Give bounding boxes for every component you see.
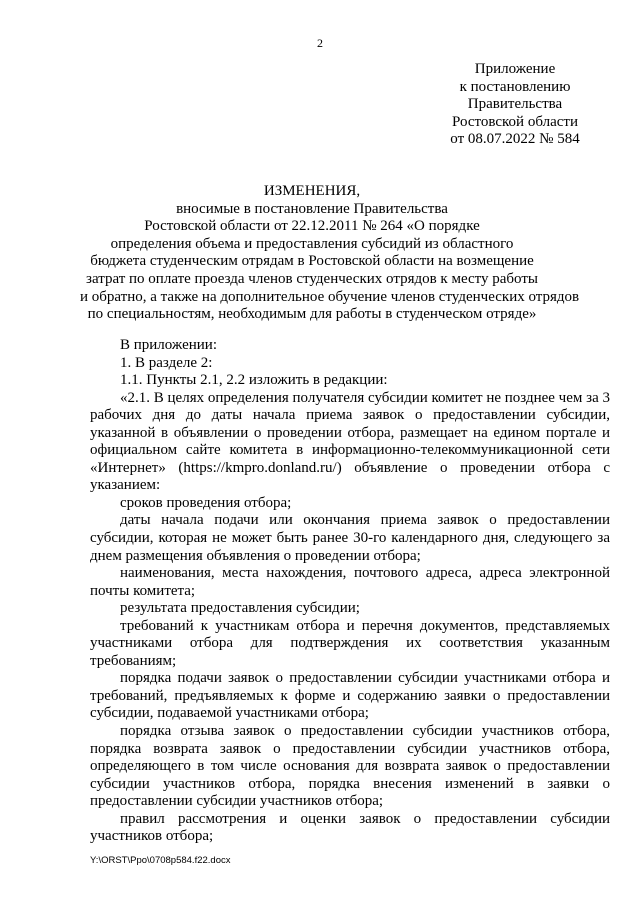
appendix-line: Ростовской области — [452, 113, 578, 130]
paragraph: 1. В разделе 2: — [120, 354, 213, 371]
paragraph: В приложении: — [120, 337, 217, 353]
appendix-line: Правительства — [467, 96, 563, 113]
paragraph: даты начала подачи или окончания приема заявок о предоставлении субсидии, которая не может быть ранее 30-го календарного дня, следующего за днем размещения объявления о проведении отбора; — [90, 512, 610, 564]
title-line: Ростовской области от 22.12.2011 № 264 «О порядке — [144, 218, 480, 235]
appendix-header — [440, 61, 590, 149]
changes-title — [80, 183, 580, 324]
title-line: и обратно, а также на дополнительное обучение членов студенческих отрядов — [80, 288, 580, 305]
page-number: 2 — [317, 36, 323, 50]
paragraph: порядка подачи заявок о предоставлении субсидии участниками отбора и требований, предъявляемых к форме и содержанию заявки о предоставлении субсидии, подаваемой участниками отбора; — [90, 670, 610, 722]
paragraph: сроков проведения отбора; — [120, 494, 292, 511]
title-line: по специальностям, необходимым для работы в студенческом отряде» — [87, 306, 537, 323]
paragraph: 1.1. Пункты 2.1, 2.2 изложить в редакции: — [120, 372, 388, 389]
paragraph: требований к участникам отбора и перечня документов, представляемых участниками отбора для подтверждения их соответствия указанным требованиям; — [90, 617, 610, 669]
paragraph: наименования, места нахождения, почтового адреса, адреса электронной почты комитета; — [90, 565, 610, 599]
title-line: определения объема и предоставления субсидий из областного — [110, 235, 514, 252]
appendix-line: от 08.07.2022 № 584 — [450, 131, 580, 148]
document-body — [90, 337, 610, 846]
title-line: затрат по оплате проезда членов студенческих отрядов к месту работы — [86, 270, 538, 287]
paragraph: результата предоставления субсидии; — [120, 600, 360, 617]
paragraph: правил рассмотрения и оценки заявок о предоставлении субсидии участников отбора; — [90, 810, 610, 845]
appendix-line: Приложение — [474, 61, 556, 77]
title-heading: ИЗМЕНЕНИЯ, — [263, 183, 361, 199]
paragraph: порядка отзыва заявок о предоставлении субсидии участников отбора, порядка возврата заявок о предоставлении субсидии участников отбора, определяющего в том числе основания для возврата заявок о предоставлении субсидии участников отбора, порядка внесения изменений в заявки о предоставлении субсидии участников отбора; — [90, 723, 610, 810]
appendix-line: к постановлению — [459, 78, 571, 95]
title-line: бюджета студенческим отрядам в Ростовской области на возмещение — [90, 253, 534, 270]
title-line: вносимые в постановление Правительства — [176, 200, 448, 217]
paragraph: «2.1. В целях определения получателя субсидии комитет не позднее чем за 3 рабочих дня до даты начала приема заявок о предоставлении субсидии, указанной в объявлении о проведении отбора, размещает на едином портале и официальном сайте комитета в информационно-телекоммуникационной сети «Интернет» (https://kmpro.donland.ru/) объявление о проведении отбора с указанием: — [90, 389, 610, 494]
footer-file-path: Y:\ORST\Ppo\0708p584.f22.docx — [90, 855, 231, 866]
